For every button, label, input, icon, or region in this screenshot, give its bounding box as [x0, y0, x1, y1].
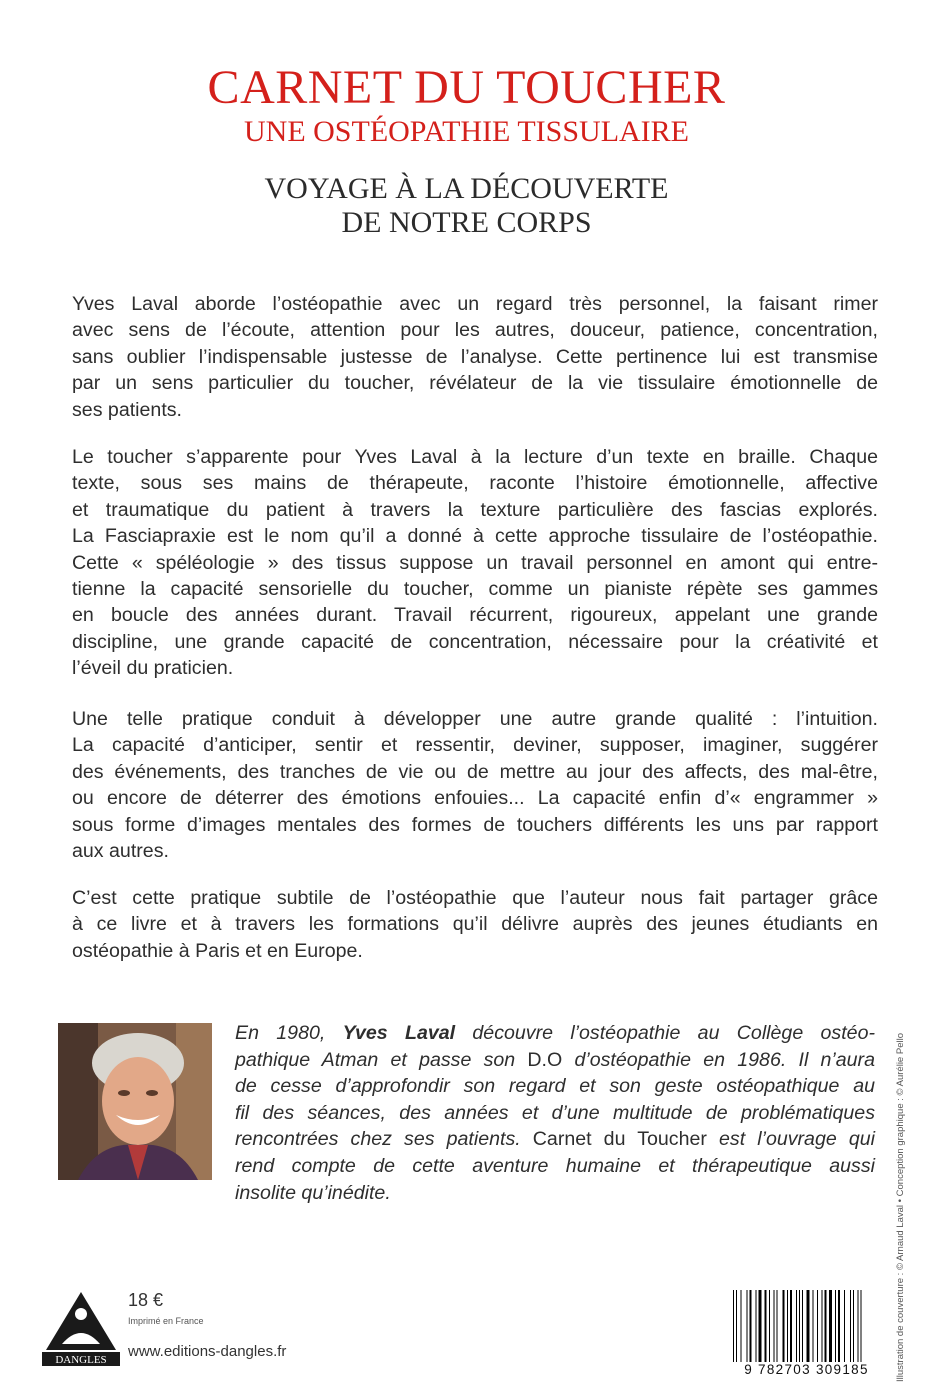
barcode-bar: [861, 1290, 862, 1362]
text-line: discipline, une grande capacité de concentration, nécessaire pour la créativité et: [72, 630, 878, 653]
text-line: Une telle pratique conduit à développer une autre grande qualité : l’intuition.: [72, 708, 878, 730]
price: 18 €: [128, 1290, 164, 1310]
barcode-bar: [741, 1290, 742, 1362]
text-line: et traumatique du patient à travers la texture particulière des fascias explorés.: [72, 498, 878, 521]
paragraph-3: [72, 706, 878, 864]
text-line: en boucle des années durant. Travail récurrent, rigoureux, appelant une grande: [72, 604, 878, 627]
bio-line-1: En 1980, Yves Laval découvre l’ostéopathie au Collège ostéo-: [235, 1022, 875, 1044]
paragraph-4: [72, 885, 878, 964]
publisher-website[interactable]: www.editions-dangles.fr: [128, 1343, 287, 1360]
barcode-bar: [817, 1290, 818, 1362]
bio-line-7: insolite qu’inédite.: [235, 1181, 391, 1204]
paragraph-1: [72, 291, 878, 423]
barcode-bar: [844, 1290, 845, 1362]
barcode-bar: [733, 1290, 734, 1362]
bio-line-2: pathique Atman et passe son D.O d’ostéopathie en 1986. Il n’aura: [235, 1048, 875, 1071]
book-subtitle: UNE OSTÉOPATHIE TISSULAIRE: [243, 115, 690, 148]
bio-line-3: de cesse d’approfondir son regard et son geste ostéopathique au: [235, 1075, 875, 1098]
barcode-bar: [756, 1290, 757, 1362]
text-line: La capacité d’anticiper, sentir et ressentir, deviner, supposer, imaginer, suggérer: [72, 734, 878, 757]
barcode-bar: [750, 1290, 752, 1362]
text-line: sous forme d’images mentales des formes de touchers différents les uns par rapport: [72, 813, 878, 836]
barcode-bar: [799, 1290, 800, 1362]
printed-in: Imprimé en France: [128, 1316, 204, 1326]
text-line: par un sens particulier du toucher, révélateur de la vie tissulaire émotionnelle de: [72, 372, 878, 395]
barcode-bar: [774, 1290, 775, 1362]
barcode-bar: [796, 1290, 797, 1362]
barcode-bar: [783, 1290, 785, 1362]
barcode-bar: [822, 1290, 823, 1362]
barcode-bar: [769, 1290, 770, 1362]
tagline-line-1: VOYAGE À LA DÉCOUVERTE: [264, 172, 669, 205]
barcode-bar: [747, 1290, 748, 1362]
cover-credit: Illustration de couverture : © Arnaud Laval • Conception graphique : © Aurélie Pello: [895, 1033, 906, 1382]
text-line: à ce livre et à travers les formations qu’il délivre auprès des jeunes étudiants en: [72, 913, 878, 936]
barcode-bar: [813, 1290, 814, 1362]
barcode-bar: [829, 1290, 832, 1362]
text-line: ou encore de déterrer des émotions enfouies... La capacité enfin d’« engrammer »: [72, 787, 878, 810]
barcode-bar: [736, 1290, 737, 1362]
barcode-bar: [787, 1290, 788, 1362]
barcode-bar: [850, 1290, 851, 1362]
publisher-logo-text: DANGLES: [55, 1354, 107, 1366]
bio-line-4: fil des séances, des années et d’une multitude de problématiques: [235, 1101, 875, 1124]
isbn-number: 9 782703 309185: [744, 1362, 869, 1377]
author-bio: [235, 1020, 875, 1206]
barcode-bar: [765, 1290, 767, 1362]
paragraph-2: [72, 444, 878, 682]
text-line: aux autres.: [72, 840, 169, 863]
barcode-bar: [838, 1290, 840, 1362]
barcode-bar: [759, 1290, 762, 1362]
text-line: sans oublier l’indispensable justesse de l’analyse. Cette pertinence lui est transmise: [72, 345, 878, 368]
text-line: Yves Laval aborde l’ostéopathie avec un regard très personnel, la faisant rimer: [72, 293, 878, 315]
text-line: C’est cette pratique subtile de l’ostéopathie que l’auteur nous fait partager grâce: [72, 887, 878, 909]
book-mention: Carnet du Toucher: [532, 1128, 707, 1151]
text-line: ostéopathie à Paris et en Europe.: [72, 939, 363, 962]
barcode-bar: [807, 1290, 810, 1362]
publisher-logo: [42, 1288, 120, 1366]
text-line: avec sens de l’écoute, attention pour les autres, douceur, patience, concentration,: [72, 319, 878, 342]
bio-line-6: rend compte de cette aventure humaine et thérapeutique aussi: [235, 1154, 875, 1177]
text-line: Le toucher s’apparente pour Yves Laval à la lecture d’un texte en braille. Chaque: [72, 446, 878, 468]
text-line: ses patients.: [72, 398, 183, 421]
book-title: CARNET DU TOUCHER: [207, 61, 726, 114]
text-line: La Fasciapraxie est le nom qu’il a donné à cette approche tissulaire de l’ostéopathie.: [72, 525, 878, 548]
barcode-bar: [802, 1290, 803, 1362]
barcode-bar: [858, 1290, 859, 1362]
author-photo: [58, 1023, 212, 1180]
text-line: des événements, des tranches de vie ou de mettre au jour des affects, des mal-être,: [72, 760, 878, 783]
barcode-bar: [777, 1290, 778, 1362]
barcode-bar: [853, 1290, 854, 1362]
barcode-bar: [835, 1290, 836, 1362]
text-line: tienne la capacité sensorielle du toucher, comme un pianiste répète ses gammes: [72, 578, 878, 601]
text-line: texte, sous ses mains de thérapeute, raconte l’histoire émotionnelle, affective: [72, 472, 878, 495]
tagline-line-2: DE NOTRE CORPS: [341, 206, 592, 239]
barcode-bar: [790, 1290, 792, 1362]
barcode-bar: [825, 1290, 827, 1362]
barcode: [733, 1290, 881, 1362]
bio-line-5: rencontrées chez ses patients. Carnet du Toucher est l’ouvrage qui: [235, 1128, 875, 1151]
author-name: Yves Laval: [342, 1022, 456, 1044]
text-line: l’éveil du praticien.: [72, 657, 234, 680]
text-line: Cette « spéléologie » des tissus suppose un travail personnel en amont qui entre-: [72, 551, 878, 574]
